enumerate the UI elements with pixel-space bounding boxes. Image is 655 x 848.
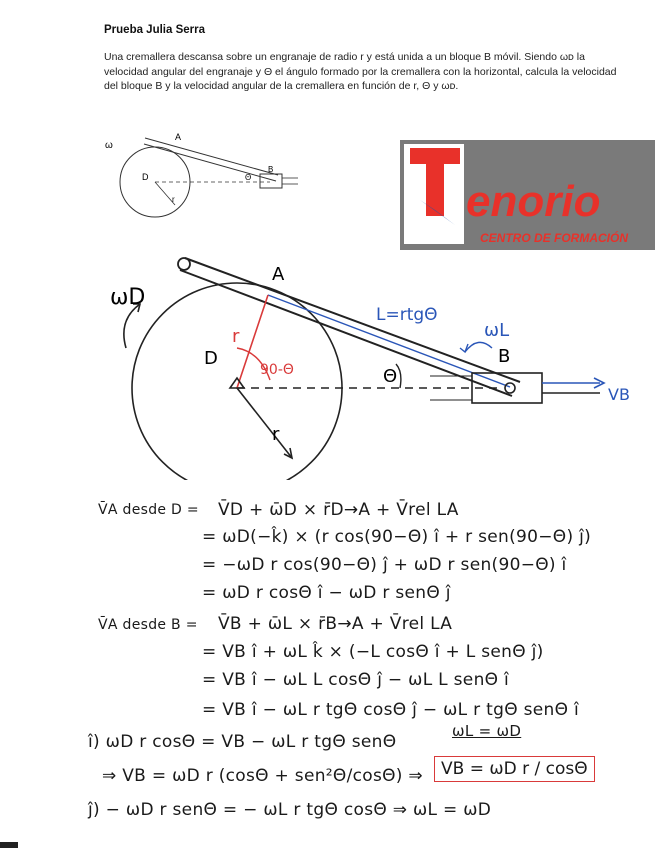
tenorio-logo [400, 140, 655, 250]
eq-va-b-4: = VB î − ωL r tgΘ cosΘ ĵ − ωL r tgΘ senΘ î [202, 700, 579, 720]
problem-statement: Una cremallera descansa sobre un engranaje de radio r y está unida a un bloque B móvil. Siendo ωᴅ la velocidad angular del engranaje y Θ el ángulo formado por la cremallera con la horizontal, calcula la velocidad del bloque B y la velocidad angular de la cremallera en función de r, Θ y ωᴅ. [104, 51, 617, 92]
small-point-a: A [175, 132, 182, 142]
eq-va-d-1: V̄D + ω̄D × r̄D→A + V̄rel LA [218, 500, 459, 520]
omega-d-label: ωD [110, 285, 146, 310]
eq-vb-result-box: VB = ωD r / cosΘ [434, 756, 595, 782]
logo-initial: T [406, 160, 407, 161]
eq-vb-derivation: ⇒ VB = ωD r (cosΘ + sen²Θ/cosΘ) ⇒ [102, 766, 423, 786]
length-label: L=rtgΘ [376, 305, 438, 325]
small-omega-label: ω [105, 140, 113, 151]
small-angle: Θ [245, 173, 252, 182]
point-b-label: B [498, 346, 511, 367]
eq-va-d-3: = −ωD r cos(90−Θ) ĵ + ωD r sen(90−Θ) î [202, 555, 567, 575]
logo-subtitle: CENTRO DE FORMACIÓN [480, 231, 628, 245]
eq-va-d-2: = ωD(−k̂) × (r cos(90−Θ) î + r sen(90−Θ) ĵ) [202, 527, 592, 547]
omega-l-label: ωL [484, 320, 510, 341]
point-d-label: D [204, 348, 218, 369]
point-a-label: A [272, 264, 285, 285]
eq-va-b-2: = VB î + ωL k̂ × (−L cosΘ î + L senΘ ĵ) [202, 642, 544, 662]
eq-va-d-4: = ωD r cosΘ î − ωD r senΘ ĵ [202, 583, 451, 603]
radius-red-label: r [232, 326, 240, 347]
small-gear-diagram [100, 130, 300, 225]
eq-i-arrow-note: ωL = ωD [452, 722, 522, 740]
eq-j-component: ĵ) − ωD r senΘ = − ωL r tgΘ cosΘ ⇒ ωL = ωD [88, 800, 492, 820]
eq-i-component: î) ωD r cosΘ = VB − ωL r tgΘ senΘ [88, 732, 397, 752]
theta-label: Θ [383, 366, 398, 387]
page-title: Prueba Julia Serra [104, 24, 205, 36]
eq-va-b-3: = VB î − ωL L cosΘ ĵ − ωL L senΘ î [202, 670, 510, 690]
radius-black-label: r [272, 424, 280, 445]
angle-90-label: 90-Θ [260, 362, 294, 378]
small-point-b: B [268, 165, 274, 174]
eq-va-b-1: V̄B + ω̄L × r̄B→A + V̄rel LA [218, 614, 453, 634]
va-desde-d-label: V̄A desde D = [98, 502, 199, 518]
va-desde-b-label: V̄A desde B = [98, 617, 198, 633]
logo-wordmark: enorio [466, 177, 601, 226]
scan-corner-mark [0, 842, 18, 848]
small-point-d: D [142, 172, 149, 182]
main-gear-diagram [100, 240, 640, 480]
small-radius: r [172, 195, 175, 204]
vb-label: VB [608, 385, 630, 404]
